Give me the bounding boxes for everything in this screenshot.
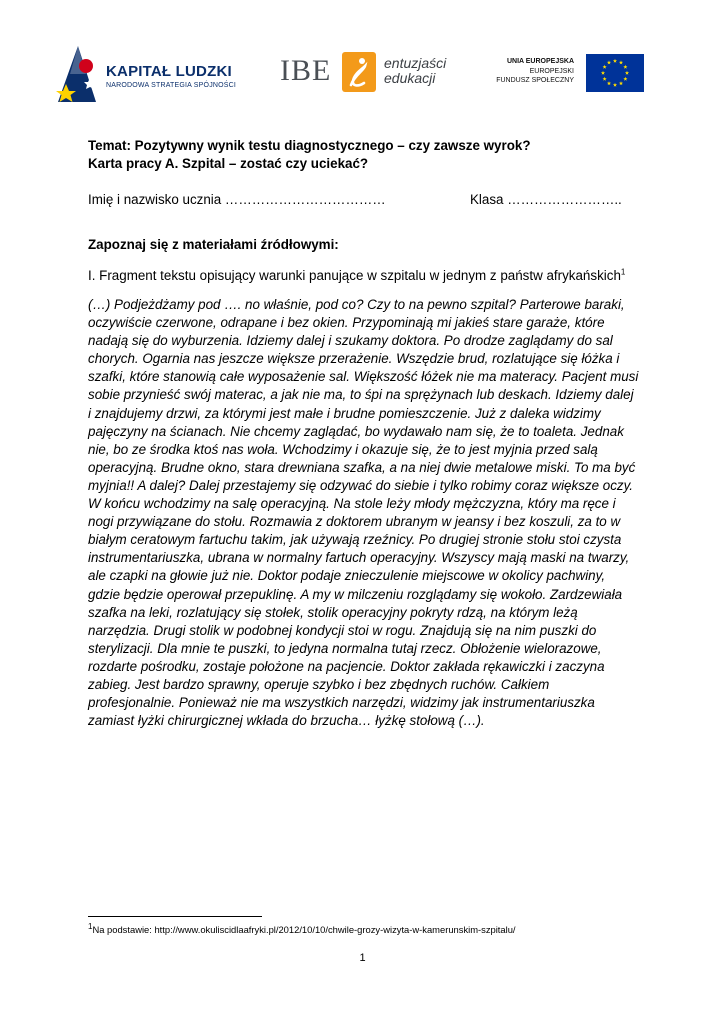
passage-line: i znajdujemy drzwi, za którymi jest małe i brudne pomieszczenie. Już z daleka widzimy [88, 405, 601, 421]
eu-star-icon [613, 83, 617, 87]
passage-line: W końcu wchodzimy na salę operacyjną. Na stole leży młody mężczyzna, który ma ręce i [88, 496, 616, 512]
passage-line: myjnia!! A dalej? Dalej przestajemy się odzywać do siebie i tylko robimy coraz większe oczy. [88, 477, 634, 493]
page-number: 1 [359, 952, 366, 964]
passage-line: nadają się do wyburzenia. Idziemy dalej i szukamy doktora. Po drodze zaglądamy do sal [88, 333, 613, 349]
eu-star-icon [623, 77, 627, 81]
passage-line: pajęczyny na ścianach. Nie chcemy zaglądać, bo wydawało nam się, że to toaleta. Jednak [88, 423, 624, 439]
sources-heading: Zapoznaj się z materiałami źródłowymi: [88, 237, 339, 252]
ibe-tagline [384, 56, 446, 86]
passage-line: szafki, które stanowią całe wyposażenie sal. Większość łóżek nie ma materacy. Pacjent musi [88, 369, 639, 385]
passage-line: sterylizacji. Dla mnie te puszki, to jedyna normalna tutaj rzecz. Obłożenie wielorazowe, [88, 640, 602, 656]
class-field: Klasa …………………….. [470, 192, 622, 207]
eu-star-icon [619, 81, 623, 85]
section-title [88, 268, 625, 283]
passage-line: narzędzia. Drugi stolik w podobnej kondycji stoi w rogu. Znajdują się na nim puszki do [88, 622, 597, 638]
passage-line: chorych. Ogarnia nas jeszcze większe przerażenie. Wszędzie brud, rozlatujące się łóżka i [88, 351, 620, 367]
eu-line3: FUNDUSZ SPOŁECZNY [496, 77, 574, 84]
passage-line: gdzie będzie operował przepuklinę. A my w milczeniu rozglądamy się wokoło. Zardzewiała [88, 586, 623, 602]
topic-heading: Temat: Pozytywny wynik testu diagnostycznego – czy zawsze wyrok? [88, 138, 531, 153]
eu-star-icon [613, 59, 617, 63]
footnote-text: Na podstawie: http://www.okuliscidlaafryki.pl/2012/10/10/chwile-grozy-wizyta-w-kamerunskim-szpitalu/ [92, 924, 516, 935]
eu-star-icon [603, 65, 607, 69]
logo-bar [56, 44, 644, 104]
passage-line: sobie przynieść swój materac, a jak nie ma, to śpi na sprężynach lub deskach. Idziemy dalej [88, 387, 634, 403]
eu-star-icon [601, 71, 605, 75]
passage-line: białym ceratowym fartuchu takim, jak używają rzeźnicy. Po drugiej stronie stołu stoi czysta [88, 532, 622, 548]
passage-line: zamiast łyżki chirurgicznej wkłada do brzucha… łyżkę stołową (…). [88, 713, 485, 729]
passage-line: instrumentariuszka, ubrana w normalny fartuch operacyjny. Wszyscy mają maski na twarzy, [88, 550, 630, 566]
passage-line: (…) Podjeżdżamy pod …. no właśnie, pod co? Czy to na pewno szpital? Parterowe baraki, [88, 297, 625, 312]
footnote-separator [88, 916, 262, 917]
kapital-ludzki-emblem [56, 44, 102, 104]
ibe-wordmark: IBE [280, 54, 332, 87]
eu-star-icon [607, 81, 611, 85]
ibe-tagline-line2: edukacji [384, 70, 436, 86]
passage-line: ale czapki na głowie już nie. Doktor podaje znieczulenie miejscowe w okolicy pachwiny, [88, 568, 606, 584]
passage-line: nogi przywiązane do stołu. Rozmawia z doktorem ubranym w jeansy i bez koszuli, za to w [88, 514, 621, 530]
source-passage [88, 296, 638, 730]
kapital-ludzki-title: KAPITAŁ LUDZKI [106, 63, 232, 80]
eu-star-icon [625, 71, 629, 75]
eu-star-icon [603, 77, 607, 81]
section-title-text: I. Fragment tekstu opisujący warunki panujące w szpitalu w jednym z państw afrykańskich [88, 268, 621, 283]
footnote [88, 921, 516, 935]
ibe-logo [280, 50, 460, 102]
kapital-ludzki-subtitle: NARODOWA STRATEGIA SPÓJNOŚCI [106, 82, 237, 89]
student-name-field: Imię i nazwisko ucznia ……………………………… [88, 192, 386, 207]
passage-line: rozdarte pośrodku, zostaje położone na pacjencie. Doktor zakłada rękawiczki i zaczyna [88, 658, 605, 674]
footnote-mark: 1 [88, 921, 93, 931]
eu-star-icon [623, 65, 627, 69]
kapital-ludzki-logo [56, 44, 246, 104]
passage-line: profesjonalnie. Ponieważ nie ma wszystkich narzędzi, widzimy jak instrumentariuszka [88, 695, 595, 711]
eu-star-icon [607, 60, 611, 64]
footnote-reference: 1 [620, 267, 626, 277]
eu-star-icon [619, 60, 623, 64]
ibe-orange-mark-icon [342, 52, 376, 92]
passage-line: operacyjną. Brudne okno, stara drewniana szafka, a na niej dwie metalowe miski. To ma być [88, 459, 636, 475]
eu-flag-icon [586, 54, 644, 92]
passage-line: nie, bo ze środka ktoś nas woła. Wchodzimy i okazuje się, że to jest myjnia przed salą [88, 441, 598, 457]
ibe-tagline-line1: entuzjaści [384, 55, 447, 71]
eu-line2: EUROPEJSKI [529, 68, 574, 75]
eu-line1: UNIA EUROPEJSKA [506, 58, 574, 65]
eu-logo [492, 54, 644, 94]
passage-line: zabieg. Jest bardzo sprawny, operuje szybko i bez zbędnych ruchów. Całkiem [88, 676, 550, 692]
passage-line: oczywiście czerwone, odrapane i bez okien. Przypominają mi jakieś stare garaże, które [88, 315, 605, 331]
passage-line: szafka na leki, rozlatujący się stołek, stolik operacyjny pokryty rdzą, na którym leżą [88, 604, 578, 620]
worksheet-heading: Karta pracy A. Szpital – zostać czy uciekać? [88, 156, 369, 171]
